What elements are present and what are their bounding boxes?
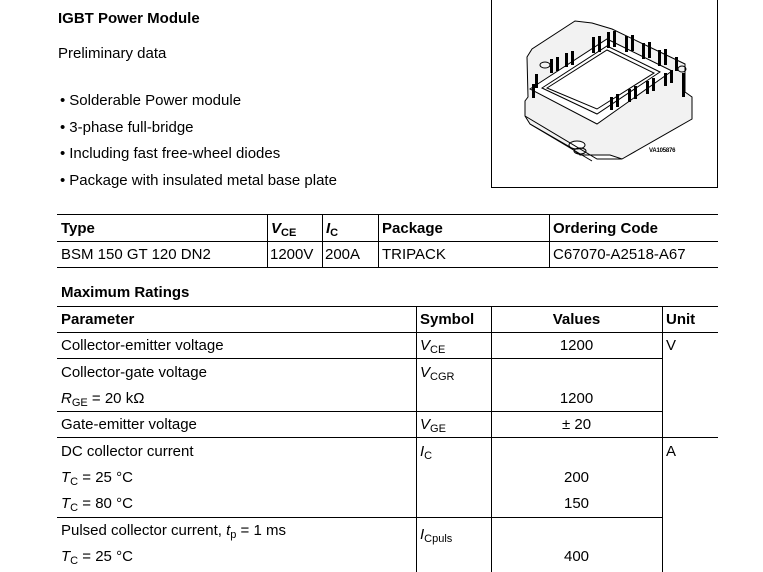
col-header-type: Type xyxy=(61,220,95,237)
unit-ampere: A xyxy=(666,443,677,460)
symbol-vge: $V_{GE}$ xyxy=(420,416,446,435)
col-header-vce: $V_{CE}$ xyxy=(271,220,297,239)
table-rule xyxy=(57,214,718,215)
document-subtitle: Preliminary data xyxy=(58,45,167,62)
feature-list xyxy=(60,91,337,197)
ic-value: 200A xyxy=(325,246,361,263)
table-divider xyxy=(322,214,323,267)
package-value: TRIPACK xyxy=(382,246,446,263)
value-ic-25: 200 xyxy=(563,469,590,486)
table-divider xyxy=(549,214,550,267)
col-header-unit: Unit xyxy=(666,311,696,328)
condition-rge: $R_{GE} = 20$ kΩ xyxy=(61,390,145,409)
table-rule xyxy=(57,267,718,268)
table-rule xyxy=(57,358,662,359)
vce-value: 1200V xyxy=(270,246,314,263)
unit-volt: V xyxy=(666,337,677,354)
col-header-ic: $I_C$ xyxy=(326,220,339,239)
feature-item: • 3-phase full-bridge xyxy=(60,118,194,136)
param-collector-emitter-voltage: Collector-emitter voltage xyxy=(61,337,224,354)
table-divider xyxy=(416,306,417,572)
condition-tc-25: $T_C = 25$ °C xyxy=(61,469,133,488)
ordering-code-value: C67070-A2518-A67 xyxy=(553,246,686,263)
condition-tc-25-pulsed: $T_C = 25$ °C xyxy=(61,548,133,567)
table-rule xyxy=(57,517,662,518)
symbol-icpuls: $I_{Cpuls}$ xyxy=(420,526,453,545)
value-ic-80: 150 xyxy=(563,495,590,512)
value-vge: ± 20 xyxy=(561,416,592,433)
value-vce: 1200 xyxy=(559,337,594,354)
value-icpuls-25: 400 xyxy=(563,548,590,565)
table-divider xyxy=(662,306,663,572)
table-rule xyxy=(57,411,662,412)
param-gate-emitter-voltage: Gate-emitter voltage xyxy=(61,416,197,433)
type-value: BSM 150 GT 120 DN2 xyxy=(61,246,211,263)
product-image-frame xyxy=(491,0,718,188)
col-header-symbol: Symbol xyxy=(420,311,475,328)
table-divider xyxy=(267,214,268,267)
feature-item: • Solderable Power module xyxy=(60,92,242,109)
table-rule xyxy=(57,241,718,242)
col-header-parameter: Parameter xyxy=(61,311,135,328)
image-code-label: VA105876 xyxy=(649,148,676,154)
col-header-ordering-code: Ordering Code xyxy=(553,220,659,237)
table-rule xyxy=(57,332,718,333)
value-vcgr: 1200 xyxy=(559,390,594,407)
power-module-illustration xyxy=(492,0,719,189)
feature-item: • Including fast free-wheel diodes xyxy=(60,145,281,162)
feature-item: • Package with insulated metal base plate xyxy=(60,171,337,189)
symbol-vcgr: $V_{CGR}$ xyxy=(420,364,455,383)
param-collector-gate-voltage: Collector-gate voltage xyxy=(61,364,207,381)
condition-tc-80: $T_C = 80$ °C xyxy=(61,495,133,514)
table-rule xyxy=(57,437,718,438)
param-dc-collector-current: DC collector current xyxy=(61,443,194,460)
col-header-values: Values xyxy=(552,311,601,328)
table-rule xyxy=(57,306,718,307)
section-title-maximum-ratings: Maximum Ratings xyxy=(61,284,190,301)
symbol-vce: $V_{CE}$ xyxy=(420,337,446,356)
param-pulsed-collector-current: Pulsed collector current, $t_p = 1$ ms xyxy=(61,522,286,541)
symbol-ic: $I_C$ xyxy=(420,443,433,462)
document-title: IGBT Power Module xyxy=(58,10,200,27)
col-header-package: Package xyxy=(382,220,443,237)
table-divider xyxy=(378,214,379,267)
